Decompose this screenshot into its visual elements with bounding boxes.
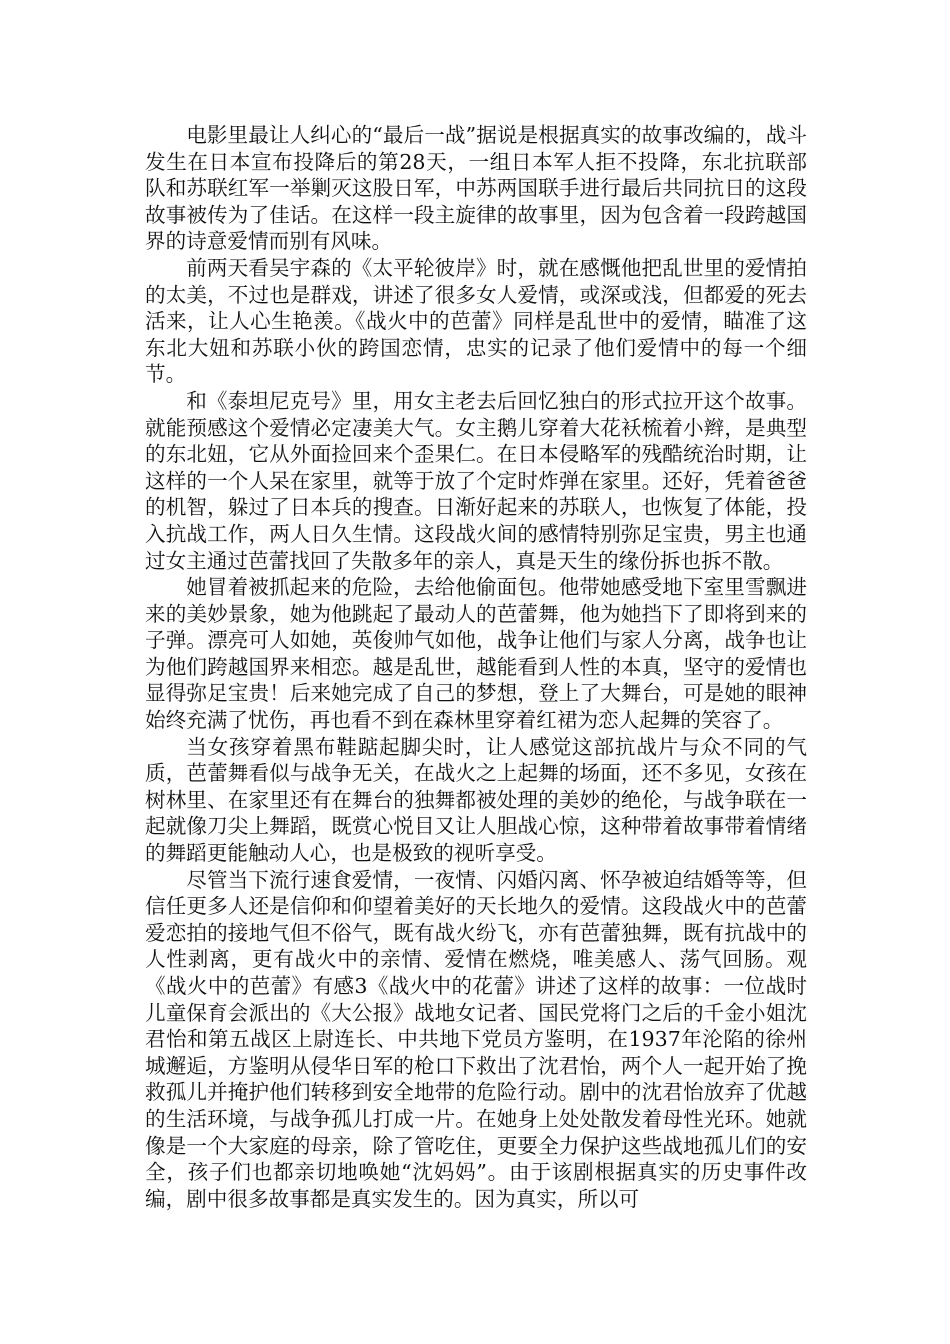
paragraph-4: 她冒着被抓起来的危险，去给他偷面包。他带她感受地下室里雪飘进来的美妙景象，她为他跳起了最动人的芭蕾舞，他为她挡下了即将到来的子弹。漂亮可人如她，英俊帅气如他，战争让他们与家人分离，战争也让为他们跨越国界来相恋。越是乱世，越能看到人性的本真，坚守的爱情也显得弥足宝贵！后来她完成了自己的梦想，登上了大舞台，可是她的眼神始终充满了忧伤，再也看不到在森林里穿着红裙为恋人起舞的笑容了。 xyxy=(145,575,807,733)
paragraph-5: 当女孩穿着黑布鞋踮起脚尖时，让人感觉这部抗战片与众不同的气质，芭蕾舞看似与战争无关，在战火之上起舞的场面，还不多见，女孩在树林里、在家里还有在舞台的独舞都被处理的美妙的绝伦，与战争联在一起就像刀尖上舞蹈，既赏心悦目又让人胆战心惊，这种带着故事带着情绪的舞蹈更能触动人心，也是极致的视听享受。 xyxy=(145,734,807,866)
paragraph-1: 电影里最让人纠心的“最后一战”据说是根据真实的故事改编的，战斗发生在日本宣布投降后的第28天，一组日本军人拒不投降，东北抗联部队和苏联红军一举剿灭这股日军，中苏两国联手进行最后共同抗日的这段故事被传为了佳话。在这样一段主旋律的故事里，因为包含着一段跨越国界的诗意爱情而别有风味。 xyxy=(145,123,807,254)
paragraph-3: 和《泰坦尼克号》里，用女主老去后回忆独白的形式拉开这个故事。就能预感这个爱情必定凄美大气。女主鹅儿穿着大花袄梳着小辫，是典型的东北妞，它从外面捡回来个歪果仁。在日本侵略军的残酷统治时期，让这样的一个人呆在家里，就等于放了个定时炸弹在家里。还好，凭着爸爸的机智，躲过了日本兵的搜查。日渐好起来的苏联人，也恢复了体能，投入抗战工作，两人日久生情。这段战火间的感情特别弥足宝贵，男主也通过女主通过芭蕾找回了失散多年的亲人，真是天生的缘份拆也拆不散。 xyxy=(145,388,807,573)
document-body xyxy=(145,122,807,1212)
paragraph-6: 尽管当下流行速食爱情，一夜情、闪婚闪离、怀孕被迫结婚等等，但信任更多人还是信仰和仰望着美好的天长地久的爱情。这段战火中的芭蕾爱恋拍的接地气但不俗气，既有战火纷飞，亦有芭蕾独舞，既有抗战中的人性剥离，更有战火中的亲情、爱情在燃烧，唯美感人、荡气回肠。观《战火中的芭蕾》有感3《战火中的花蕾》讲述了这样的故事：一位战时儿童保育会派出的《大公报》战地女记者、国民党将门之后的千金小姐沈君怡和第五战区上尉连长、中共地下党员方鉴明，在1937年沦陷的徐州城邂逅，方鉴明从侵华日军的枪口下救出了沈君怡，两个人一起开始了挽救孤儿并掩护他们转移到安全地带的危险行动。剧中的沈君怡放弃了优越的生活环境，与战争孤儿打成一片。在她身上处处散发着母性光环。她就像是一个大家庭的母亲，除了管吃住，更要全力保护这些战地孤儿们的安全，孩子们也都亲切地唤她“沈妈妈”。由于该剧根据真实的历史事件改编，剧中很多故事都是真实发生的。因为真实，所以可 xyxy=(145,867,807,1211)
paragraph-2: 前两天看吴宇森的《太平轮彼岸》时，就在感慨他把乱世里的爱情拍的太美，不过也是群戏，讲述了很多女人爱情，或深或浅，但都爱的死去活来，让人心生艳羡。《战火中的芭蕾》同样是乱世中的爱情，瞄准了这东北大妞和苏联小伙的跨国恋情，忠实的记录了他们爱情中的每一个细节。 xyxy=(145,255,807,387)
